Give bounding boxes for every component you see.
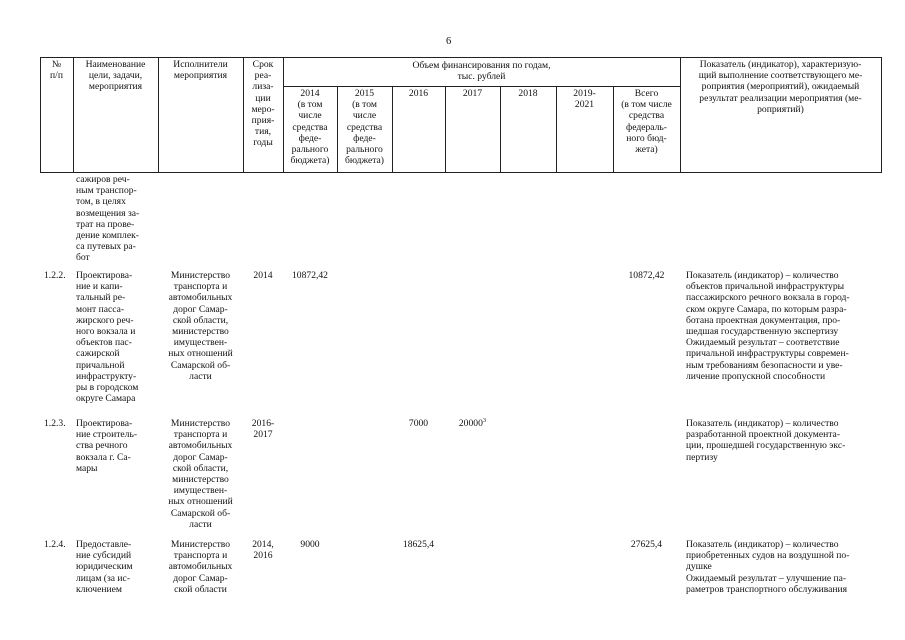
continuation-text: сажиров реч- ным транспор- том, в целях возмещения за- трат на прове- дение комплек- са путевых ра- бот <box>76 174 140 264</box>
table-top-border <box>40 57 881 58</box>
row-name: Проектирова- ние и капи- тальный ре- монт пасса- жирского реч- ного вокзала и объектов пас- сажирской причальной инфраструкту- ры в городском округе Самара <box>76 270 139 405</box>
header-col-number: № п/п <box>50 59 63 82</box>
header-col-finance: Объем финансирования по годам, тыс. рублей <box>412 60 551 83</box>
row-number: 1.2.4. <box>44 539 66 550</box>
row-value-2014: 10872,42 <box>292 270 328 281</box>
header-year-2018: 2018 <box>518 88 538 99</box>
row-executors: Министерство транспорта и автомобильных дорог Самар- ской области, министерство имуществен- ных отношений Самарской об- ласти <box>168 418 233 530</box>
row-name: Проектирова- ние строитель- ства речного вокзала г. Са- мары <box>76 418 138 474</box>
row-indicator: Показатель (индикатор) – количество приобретенных судов на воздушной по- душке Ожидаемый результат – улучшение па- раметров транспортного обслуживания <box>686 539 850 595</box>
header-year-total: Всего (в том числе средства федераль- ного бюд- жета) <box>621 88 672 156</box>
header-col-executors: Исполнители мероприятия <box>173 59 228 82</box>
row-value-2014: 9000 <box>300 539 320 550</box>
row-value-total: 10872,42 <box>628 270 665 281</box>
header-bottom-border <box>40 172 881 173</box>
header-col-name: Наименование цели, задачи, мероприятия <box>85 59 146 93</box>
row-number: 1.2.3. <box>44 418 66 429</box>
row-value-2017 <box>445 418 500 429</box>
row-number: 1.2.2. <box>44 270 66 281</box>
row-indicator: Показатель (индикатор) – количество разработанной проектной документа- ции, прошедшей государственную экс- пертизу <box>686 418 846 463</box>
row-value-2016: 18625,4 <box>402 539 435 550</box>
header-year-2019-2021: 2019- 2021 <box>573 88 596 111</box>
row-term: 2014, 2016 <box>252 539 274 562</box>
header-col-term: Срок реа- лиза- ции меро- прия- тия, годы <box>251 59 275 149</box>
row-value-total: 27625,4 <box>630 539 663 550</box>
footnote-marker: 3 <box>482 416 487 424</box>
header-year-2017: 2017 <box>462 88 483 99</box>
header-year-2014: 2014 (в том числе средства феде- рального бюджета) <box>290 88 330 167</box>
finance-subheader-line <box>283 86 680 87</box>
row-term: 2016- 2017 <box>251 418 275 441</box>
page-number: 6 <box>446 36 452 47</box>
row-value-2017-amount: 20000 <box>458 418 483 429</box>
row-term: 2014 <box>253 270 273 281</box>
header-year-2015: 2015 (в том числе средства феде- рального бюджета) <box>345 88 384 167</box>
row-name: Предоставле- ние субсидий юридическим лицам (за ис- ключением <box>76 539 133 595</box>
row-indicator: Показатель (индикатор) – количество объектов причальной инфраструктуры пассажирского речного вокзала в город- ском округе Самара, по которым разра- ботана проектная документация, про- шедшая государственную экспертизу Ожидаемый результат – соответствие причальной инфраструктуры современ- ным требованиям безопасности и уве- личение пропускной способности <box>686 270 850 382</box>
row-value-2016: 7000 <box>408 418 429 429</box>
header-col-indicator: Показатель (индикатор), характеризую- щий выполнение соответствующего ме- роприятия (мероприятий), ожидаемый результат реализации мероприятия (ме- роприятий) <box>698 59 863 115</box>
header-year-2016: 2016 <box>408 88 429 99</box>
row-executors: Министерство транспорта и автомобильных дорог Самар- ской области, министерство имуществен- ных отношений Самарской об- ласти <box>168 270 233 382</box>
table-right-border <box>881 57 882 173</box>
row-executors: Министерство транспорта и автомобильных дорог Самар- ской области <box>168 539 233 595</box>
